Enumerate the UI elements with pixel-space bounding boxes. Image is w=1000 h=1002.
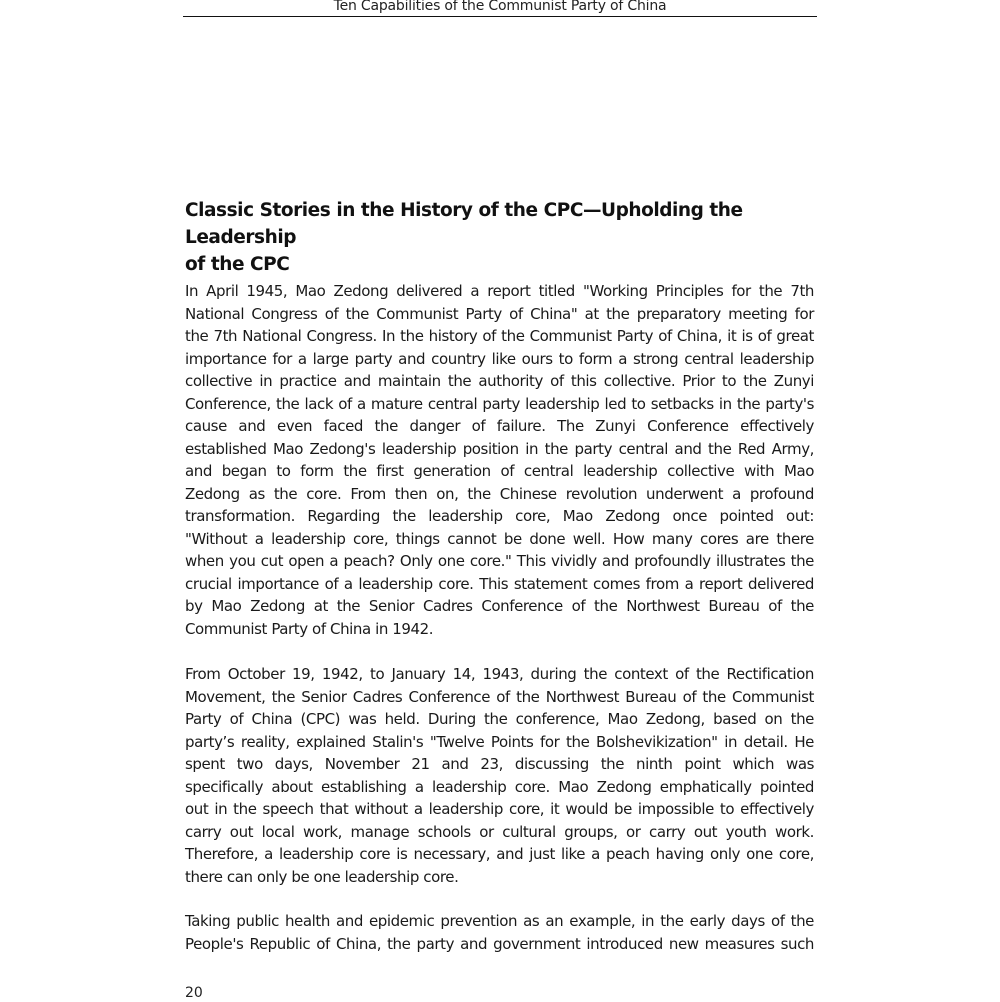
text-line: out in the speech that without a leadership core, it would be impossible to effectively [185, 800, 814, 818]
text-line: carry out local work, manage schools or cultural groups, or carry out youth work. [185, 822, 814, 841]
paragraph-2 [185, 663, 814, 888]
section-title-line: of the CPC [185, 254, 290, 275]
running-header: Ten Capabilities of the Communist Party of China [333, 0, 667, 14]
section-title-line: Classic Stories in the History of the CPC—Upholding the Leadership [185, 200, 743, 248]
text-line: Taking public health and epidemic prevention as an example, in the early days of the [185, 912, 814, 930]
text-line: cause and even faced the danger of failure. The Zunyi Conference effectively [185, 417, 814, 435]
text-line: spent two days, November 21 and 23, discussing the ninth point which was [185, 755, 814, 773]
text-line: In April 1945, Mao Zedong delivered a report titled "Working Principles for the 7th [185, 282, 814, 300]
paragraph-3 [185, 910, 814, 955]
text-line: there can only be one leadership core. [185, 867, 459, 886]
text-line: transformation. Regarding the leadership core, Mao Zedong once pointed out: [185, 507, 814, 525]
text-line: crucial importance of a leadership core. This statement comes from a report delivered [185, 574, 814, 593]
page-number: 20 [185, 985, 203, 1001]
text-line: "Without a leadership core, things cannot be done well. How many cores are there [185, 529, 814, 548]
text-line: Zedong as the core. From then on, the Chinese revolution underwent a profound [185, 484, 814, 503]
text-line: by Mao Zedong at the Senior Cadres Conference of the Northwest Bureau of the [185, 597, 814, 615]
text-line: Therefore, a leadership core is necessary, and just like a peach having only one core, [185, 845, 814, 863]
text-line: and began to form the first generation of central leadership collective with Mao [185, 462, 814, 480]
text-line: specifically about establishing a leadership core. Mao Zedong emphatically pointed [185, 777, 814, 796]
text-line: party’s reality, explained Stalin's "Twelve Points for the Bolshevikization" in detail. He [185, 732, 814, 751]
text-line: Conference, the lack of a mature central party leadership led to setbacks in the party's [185, 394, 814, 413]
paragraph-1 [185, 280, 814, 640]
section-title [185, 197, 817, 278]
text-line: collective in practice and maintain the authority of this collective. Prior to the Zunyi [185, 372, 814, 390]
text-line: From October 19, 1942, to January 14, 1943, during the context of the Rectification [185, 665, 814, 683]
text-line: the 7th National Congress. In the history of the Communist Party of China, it is of great [185, 327, 814, 345]
text-line: People's Republic of China, the party and government introduced new measures such [185, 934, 814, 953]
text-line: importance for a large party and country like ours to form a strong central leadership [185, 349, 814, 368]
text-line: established Mao Zedong's leadership position in the party central and the Red Army, [185, 439, 814, 458]
header-rule [183, 16, 817, 17]
text-line: Party of China (CPC) was held. During the conference, Mao Zedong, based on the [185, 710, 814, 728]
text-line: Communist Party of China in 1942. [185, 619, 434, 638]
text-line: National Congress of the Communist Party of China" at the preparatory meeting for [185, 304, 814, 323]
text-line: when you cut open a peach? Only one core." This vividly and profoundly illustrates the [185, 552, 814, 570]
text-line: Movement, the Senior Cadres Conference of the Northwest Bureau of the Communist [185, 687, 814, 706]
